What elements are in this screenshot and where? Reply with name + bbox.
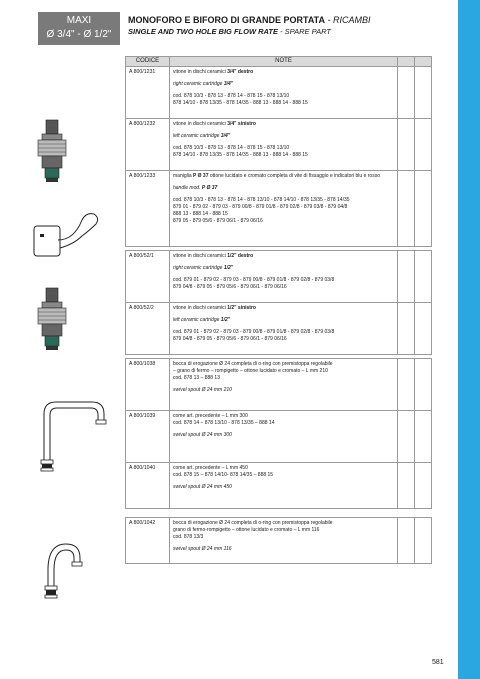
table-header-row (126, 57, 432, 67)
note-english (173, 265, 394, 272)
handle-p37-image (30, 210, 102, 260)
note-refs: cod. 878 10/3 - 878 13 - 878 14 - 878 13/10 - 878 14/10 - 878 13/35 - 878 14/35 879 01 - 879 02 - 879 03 - 879 00/8 - 879 01/8 - 879 02/8 - 879 03/8 - 879 04/8 888 13 - 888 14 - 888 15 879 05 - 879 05/6 - 879 06/1 - 879 06/16 (173, 197, 350, 224)
note-english (173, 317, 394, 324)
note-en-bold: P Ø 37 (201, 185, 218, 191)
note-italian (173, 121, 394, 128)
row-note (170, 518, 398, 564)
row-code: A 800/1038 (126, 359, 170, 411)
blank-cell (398, 463, 415, 509)
note-en-bold: 3/4" (223, 81, 234, 87)
note-text: vitone in dischi ceramici (173, 121, 228, 127)
row-note (170, 303, 398, 355)
table-row (126, 171, 432, 247)
row-code: A 800/1039 (126, 411, 170, 463)
note-text: vitone in dischi ceramici (173, 253, 228, 259)
note-text-post: ottone lucidato e cromato completa di vite di fissaggio e indicatori blu e rosso (208, 173, 380, 179)
blank-cell (398, 171, 415, 247)
note-bold: 3/4" sinistro (227, 121, 256, 127)
swivel-spout-short-image (36, 536, 88, 606)
row-code: A 800/1231 (126, 67, 170, 119)
row-code: A 800/1233 (126, 171, 170, 247)
row-note (170, 119, 398, 171)
note-text: maniglia (173, 173, 194, 179)
note-english (173, 81, 394, 88)
table-row (126, 303, 432, 355)
blank-cell (398, 119, 415, 171)
note-italian (173, 253, 394, 260)
subtitle-suffix: - SPARE PART (278, 27, 331, 36)
note-refs: cod. 879 01 - 879 02 - 879 03 - 879 00/8 - 879 01/8 - 879 02/8 - 879 03/8 879 04/8 - 879 05 - 879 05/6 - 879 06/1 - 879 06/16 (173, 277, 335, 290)
accent-side-bar (458, 0, 480, 679)
note-en-text: right ceramic cartridge (173, 81, 224, 87)
note-text: vitone in dischi ceramici (173, 69, 228, 75)
note-italian: come art. precedente – L mm 450 cod. 878 15 – 878 14/10- 878 14/35 – 888 15 (173, 465, 274, 478)
note-text: vitone in dischi ceramici (173, 305, 228, 311)
swivel-spout-long-image (30, 398, 112, 474)
blank-cell (415, 67, 432, 119)
row-code: A 800/1232 (126, 119, 170, 171)
note-refs: cod. 878 10/3 - 878 13 - 878 14 - 878 15 - 878 13/10 878 14/10 - 878 13/35 - 878 14/35 - 888 13 - 888 14 - 888 15 (173, 93, 308, 106)
badge-line-1: MAXI (66, 15, 92, 26)
row-note (170, 463, 398, 509)
note-italian: bocca di erogazione Ø 24 completa di o-ring con premistoppa regolabile grano di fermo-rompigetto – ottone lucidato e cromato – L mm 116 cod. 878 13/3 (173, 520, 333, 540)
page-number: 581 (432, 659, 444, 666)
row-code: A 800/52/1 (126, 251, 170, 303)
note-refs: cod. 879 01 - 879 02 - 879 03 - 879 00/8 - 879 01/8 - 879 02/8 - 879 03/8 879 04/8 - 879 05 - 879 05/6 - 879 06/1 - 879 06/16 (173, 329, 335, 342)
blank-cell (398, 251, 415, 303)
note-english: swivel spout Ø 24 mm 300 (173, 432, 232, 438)
note-bold: 1/2" destro (227, 253, 254, 259)
note-en-text: left ceramic cartridge (173, 133, 221, 139)
row-code: A 800/1042 (126, 518, 170, 564)
note-italian: bocca di erogazione Ø 24 completa di o-ring con premistoppa regolabile – grano di fermo – rompigetto – ottone lucidato e cromato – L mm 210 cod. 878 13 – 888 13 (173, 361, 333, 381)
blank-cell (415, 171, 432, 247)
badge-line-2: Ø 3/4" - Ø 1/2" (46, 29, 112, 40)
note-en-text: left ceramic cartridge (173, 317, 221, 323)
size-badge (38, 12, 120, 45)
blank-cell (398, 518, 415, 564)
column-header-note: NOTE (170, 57, 398, 67)
note-en-text: right ceramic cartridge (173, 265, 224, 271)
table-row (126, 119, 432, 171)
blank-cell (415, 251, 432, 303)
row-note (170, 359, 398, 411)
ceramic-cartridge-1-2-image (30, 286, 74, 352)
note-en-bold: 1/2" (223, 265, 234, 271)
column-header-blank (415, 57, 432, 67)
note-refs: cod. 878 10/3 - 878 13 - 878 14 - 878 15 - 878 13/10 878 14/10 - 878 13/35 - 878 14/35 - 888 13 - 888 14 - 888 15 (173, 145, 308, 158)
row-note (170, 171, 398, 247)
note-english: swivel spout Ø 24 mm 210 (173, 387, 232, 393)
note-italian (173, 305, 394, 312)
row-note (170, 67, 398, 119)
blank-cell (398, 303, 415, 355)
table-row (126, 463, 432, 509)
row-note (170, 411, 398, 463)
note-en-bold: 1/2" (220, 317, 231, 323)
note-english: swivel spout Ø 24 mm 450 (173, 484, 232, 490)
blank-cell (398, 359, 415, 411)
note-english: swivel spout Ø 24 mm 116 (173, 546, 232, 552)
row-code: A 800/1040 (126, 463, 170, 509)
column-header-code: CODICE (126, 57, 170, 67)
note-en-text: handle mod. (173, 185, 202, 191)
blank-cell (415, 518, 432, 564)
blank-cell (415, 359, 432, 411)
blank-cell (415, 119, 432, 171)
note-italian (173, 173, 394, 180)
row-code: A 800/52/2 (126, 303, 170, 355)
table-row (126, 67, 432, 119)
page-title (128, 14, 458, 37)
note-english (173, 133, 394, 140)
title-suffix: - RICAMBI (325, 15, 371, 25)
table-row (126, 518, 432, 564)
table-row (126, 411, 432, 463)
note-bold: 3/4" destro (227, 69, 254, 75)
blank-cell (398, 67, 415, 119)
row-gap (126, 509, 432, 518)
blank-cell (415, 303, 432, 355)
title-main: MONOFORO E BIFORO DI GRANDE PORTATA (128, 15, 325, 25)
note-bold: 1/2" sinistro (227, 305, 256, 311)
spare-parts-table (125, 56, 432, 564)
note-en-bold: 3/4" (220, 133, 231, 139)
subtitle-main: SINGLE AND TWO HOLE BIG FLOW RATE (128, 27, 278, 36)
note-italian: come art. precedente – L mm 300 cod. 878 14 – 878 13/10 - 878 13/35 – 888 14 (173, 413, 275, 426)
note-bold: P Ø 37 (193, 173, 209, 179)
blank-cell (415, 411, 432, 463)
title-italian (128, 14, 458, 26)
note-italian (173, 69, 394, 76)
blank-cell (415, 463, 432, 509)
table-row (126, 251, 432, 303)
blank-cell (398, 411, 415, 463)
note-english (173, 185, 394, 192)
title-english (128, 26, 458, 37)
row-note (170, 251, 398, 303)
column-header-blank (398, 57, 415, 67)
table-row (126, 359, 432, 411)
ceramic-cartridge-3-4-image (30, 118, 74, 184)
